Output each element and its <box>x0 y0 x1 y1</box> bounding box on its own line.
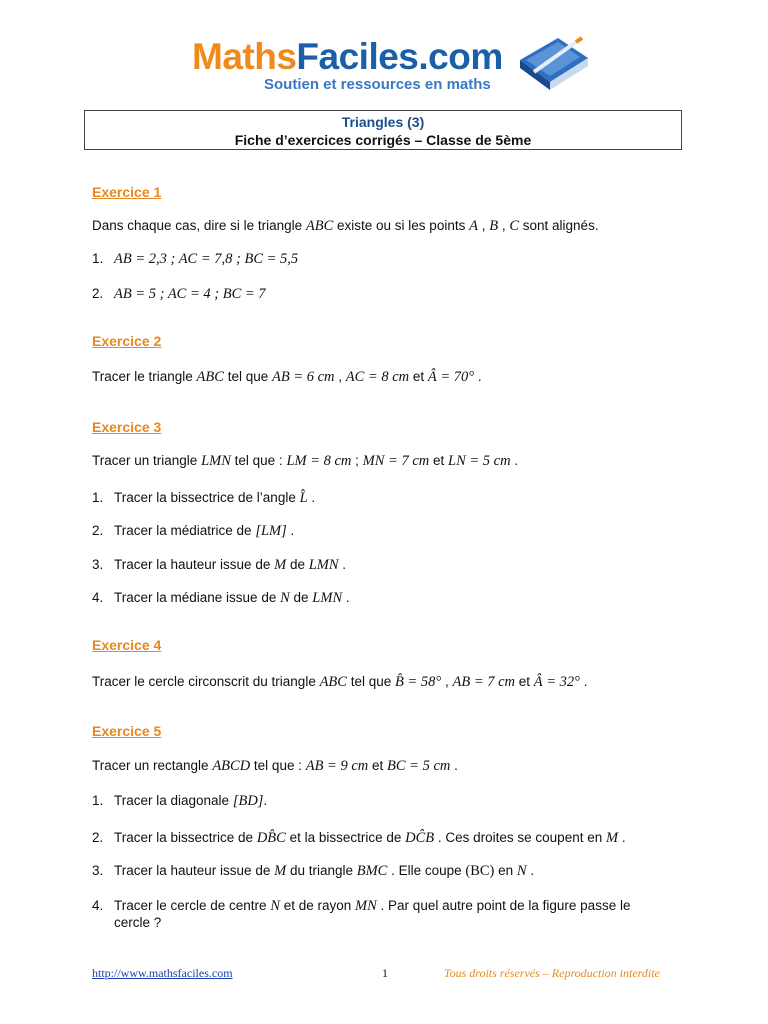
exercise-4-instruction: Tracer le cercle circonscrit du triangle ABC tel que B̂ = 58° , AB = 7 cm et Â = 32° . <box>92 674 588 690</box>
title-box <box>84 110 682 150</box>
exercise-5-item-4-continued: cercle ? <box>114 915 162 930</box>
footer-rights-notice: Tous droits réservés – Reproduction interdite <box>444 966 660 980</box>
exercise-1-heading: Exercice 1 <box>92 184 162 200</box>
exercise-1-item-1: 1. AB = 2,3 ; AC = 7,8 ; BC = 5,5 <box>92 251 299 267</box>
exercise-5-item-2: 2. Tracer la bissectrice de DB̂C et la bissectrice de DĈB . Ces droites se coupent en M . <box>92 830 626 846</box>
exercise-3-instruction: Tracer un triangle LMN tel que : LM = 8 cm ; MN = 7 cm et LN = 5 cm . <box>92 453 519 469</box>
exercise-1-instruction: Dans chaque cas, dire si le triangle ABC existe ou si les points A , B , C sont alignés. <box>92 218 599 234</box>
exercise-3-item-3: 3. Tracer la hauteur issue de M de LMN . <box>92 557 347 573</box>
exercise-5-item-1: 1. Tracer la diagonale [BD]. <box>92 793 268 809</box>
exercise-5-heading: Exercice 5 <box>92 723 162 739</box>
sheet-title: Triangles (3) <box>341 114 425 130</box>
sheet-subtitle: Fiche d’exercices corrigés – Classe de 5ème <box>234 132 532 148</box>
exercise-2-instruction: Tracer le triangle ABC tel que AB = 6 cm , AC = 8 cm et Â = 70° . <box>92 369 482 385</box>
footer-website-link[interactable]: http://www.mathsfaciles.com <box>92 966 233 980</box>
exercise-5-item-4: 4. Tracer le cercle de centre N et de rayon MN . Par quel autre point de la figure passe le <box>92 898 631 914</box>
exercise-3-item-4: 4. Tracer la médiane issue de N de LMN . <box>92 590 350 606</box>
exercise-2-heading: Exercice 2 <box>92 333 162 349</box>
site-logo <box>192 36 592 100</box>
exercise-3-item-2: 2. Tracer la médiatrice de [LM] . <box>92 523 295 539</box>
logo-tagline: Soutien et ressources en maths <box>264 76 491 93</box>
exercise-4-heading: Exercice 4 <box>92 637 162 653</box>
exercise-5-item-3: 3. Tracer la hauteur issue de M du triangle BMC . Elle coupe (BC) en N . <box>92 863 535 879</box>
logo-title: MathsFaciles.com <box>192 36 503 77</box>
exercise-3-heading: Exercice 3 <box>92 419 162 435</box>
page-number: 1 <box>382 966 388 980</box>
exercise-5-instruction: Tracer un rectangle ABCD tel que : AB = 9 cm et BC = 5 cm . <box>92 758 458 774</box>
book-icon <box>514 30 592 100</box>
exercise-3-item-1: 1. Tracer la bissectrice de l’angle L̂ . <box>92 490 316 506</box>
exercise-1-item-2: 2. AB = 5 ; AC = 4 ; BC = 7 <box>92 286 266 302</box>
